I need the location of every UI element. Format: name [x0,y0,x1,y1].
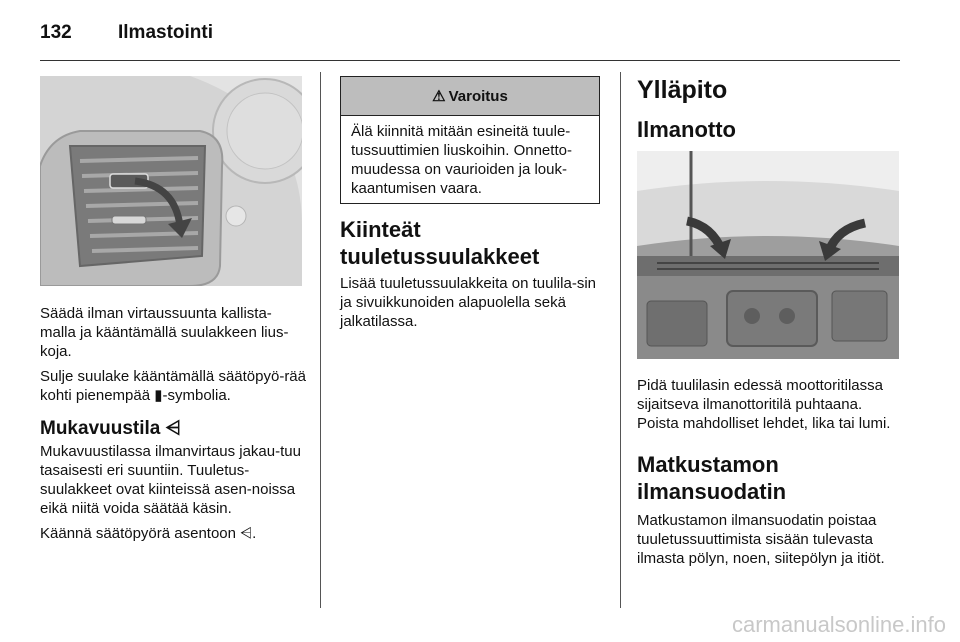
col1-paragraph-2: Sulje suulake kääntämällä säätöpyö-rää kohti pienempää ▮-symbolia. [40,368,306,404]
engine-bay-illustration [637,151,899,359]
warning-header [341,77,599,116]
col1-paragraph-3: Mukavuustilassa ilmanvirtaus jakau-tuu tasaisesti eri suuntiin. Tuuletus-suulakkeet ovat kiinteissä asen-noissa eikä niitä voida säätää käsin. [40,443,301,517]
page-number: 132 [40,22,72,43]
kiinteat-heading-line2: tuuletussuulakkeet [340,244,540,269]
col1-paragraph-4: Käännä säätöpyörä asentoon ⩤. [40,525,257,542]
warning-text: Älä kiinnitä mitään esineitä tuule-tussuuttimien liuskoihin. Onnetto-muudessa on vaurioiden ja louk-kaantumisen vaara. [351,123,572,197]
yllapito-title: Ylläpito [637,76,728,104]
col3-paragraph-1: Pidä tuulilasin edessä moottoritilassa sijaitseva ilmanottoritilä puhtaana. Poista mahdolliset lehdet, lika tai lumi. [637,377,891,432]
mukavuustila-heading: Mukavuustila ⩤ [40,418,181,439]
warning-box [340,76,600,204]
watermark: carmanualsonline.info [731,612,946,637]
warning-title: Varoitus [448,87,508,105]
column-divider-2 [620,72,621,608]
col2-paragraph-1: Lisää tuuletussuulakkeita on tuulila-sin ja sivuikkunoiden alapuolella sekä jalkatilassa. [340,275,596,330]
column-divider-1 [320,72,321,608]
header-rule [40,60,900,61]
col1-paragraph-1: Säädä ilman virtaussuunta kallista-malla ja kääntämällä suulakkeen lius-koja. [40,305,289,360]
ilmanotto-subtitle: Ilmanotto [637,117,736,142]
engine-bay-photo [637,151,899,359]
warning-triangle-icon: ⚠ [432,88,446,105]
matkustamon-heading-line2: ilmansuodatin [637,479,787,504]
col3-paragraph-2: Matkustamon ilmansuodatin poistaa tuuletussuuttimista sisään tulevasta ilmasta pölyn, noen, siitepölyn ja itiöt. [637,512,885,567]
vent-photo [40,76,302,286]
kiinteat-heading-line1: Kiinteät [340,217,421,242]
matkustamon-heading-line1: Matkustamon [637,452,779,477]
vent-illustration [40,76,302,286]
section-title: Ilmastointi [118,22,214,43]
